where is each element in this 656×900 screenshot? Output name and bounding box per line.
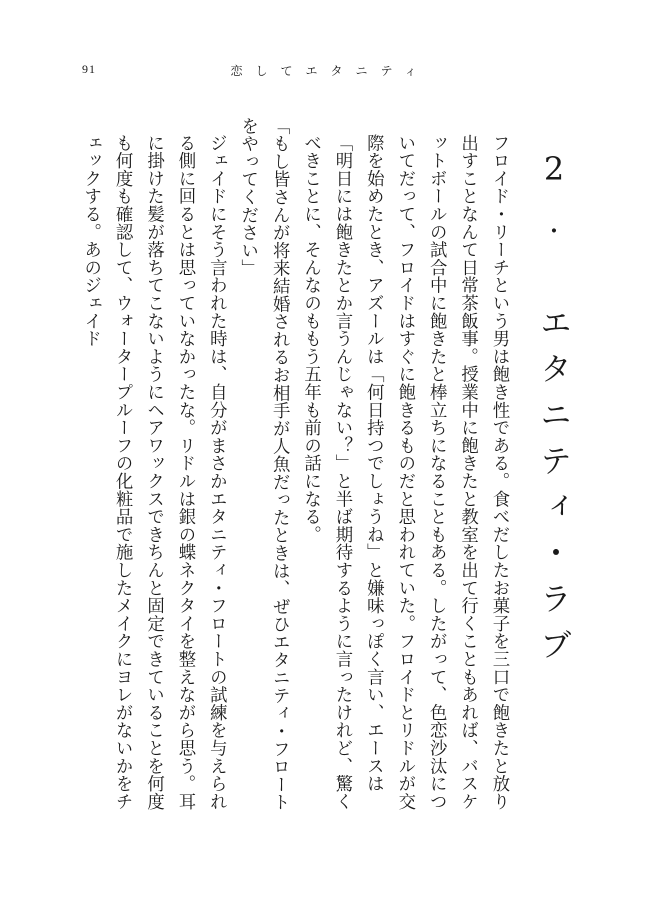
paragraph: ジェイドにそう言われた時は、自分がまさかエタニティ・フロートの試練を与えられる側に回るとは思っていなかったな。リドルは銀の蝶ネクタイを整えながら思う。耳に掛けた髪が落ちてこないようにヘアワックスできちんと固定できていることを何度も何度も確認して、ウォータープルーフの化粧品で施したメイクにヨレがないかをチェックする。あのジェイド [80,134,227,811]
running-header: 恋してエタニティ [230,64,430,78]
body-text [74,117,514,817]
page-number: 91 [82,62,96,76]
chapter-title: 2. エタニティ・ラブ [535,150,573,674]
paragraph: フロイド・リーチという男は飽き性である。食べだしたお菓子を三口で飽きたと放り出すことなんて日常茶飯事。授業中に飽きたと教室を出て行くこともあれば、バスケットボールの試合中に飽きたと棒立ちになることもある。したがって、色恋沙汰についてだって、フロイドはすぐに飽きるものだと思われていた。フロイドとリドルが交際を始めたとき、アズールは「何日持つでしょうね」と嫌味っぽく言い、エースは「明日には飽きたとか言うんじゃない？」と半ば期待するように言ったけれど、驚くべきことに、そんなのももう五年も前の話になる。 [300,134,509,811]
paragraph: 「もし皆さんが将来結婚されるお相手が人魚だったときは、ぜひエタニティ・フロートをやってください」 [237,117,290,812]
